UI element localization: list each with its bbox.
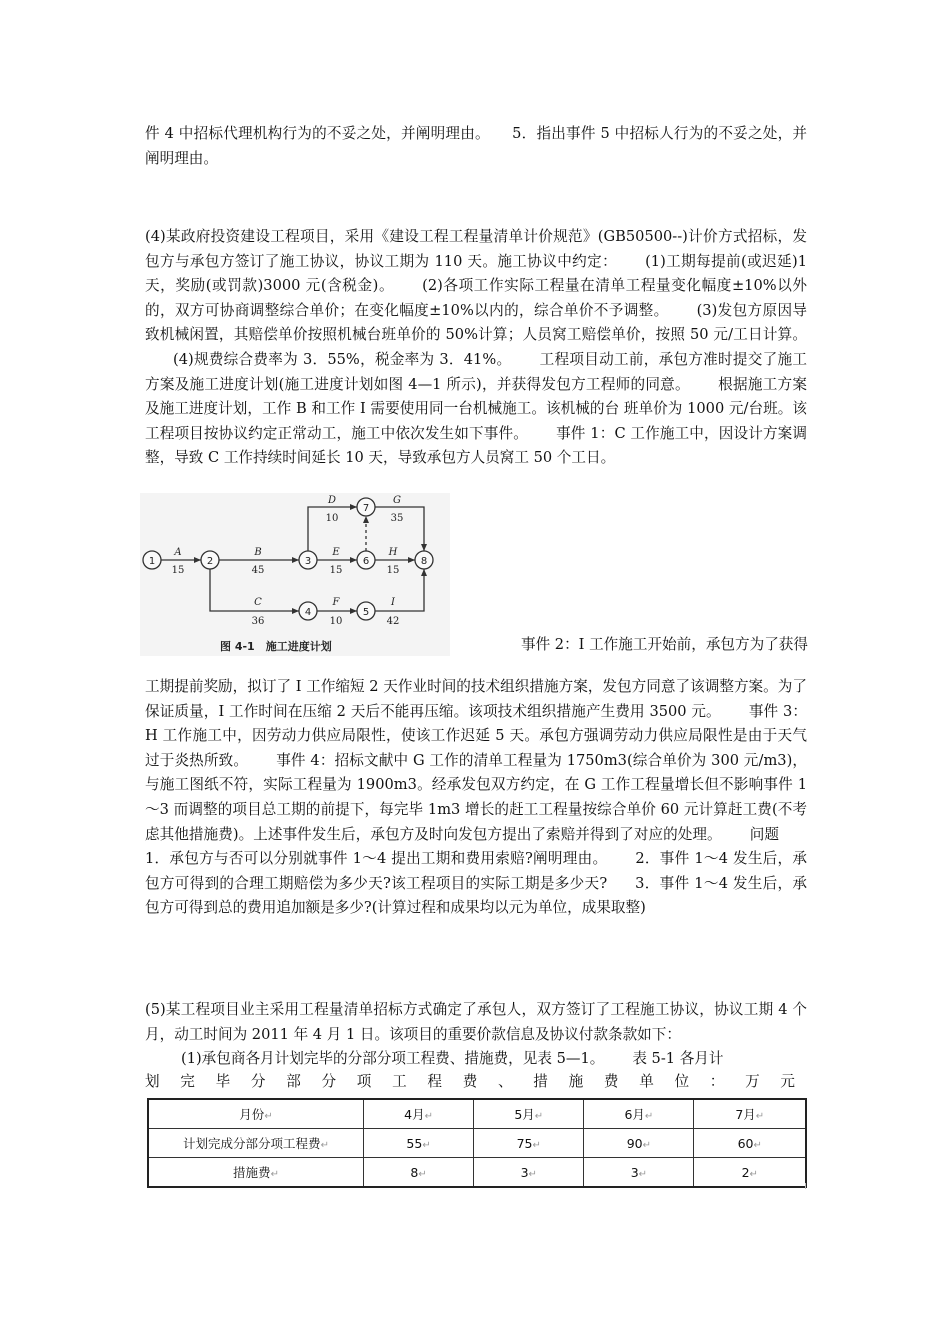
table-cell: 3↵ — [474, 1158, 584, 1188]
activity-name-A: A — [174, 547, 182, 558]
text-top: 件 4 中招标代理机构行为的不妥之处，并阐明理由。 5．指出事件 5 中招标人行为的不妥之处，并阐明理由。 — [145, 125, 807, 167]
activity-name-H: H — [388, 547, 398, 558]
node-label-8: 8 — [420, 556, 428, 567]
text-p4b: (1)工期每提前(或迟延)1 天，奖励(或罚款)3000 元(含税金)。 — [145, 252, 807, 295]
text-p4a: (4)某政府投资建设工程项目，采用《建设工程工程量清单计价规范》(GB50500--)计价方式招标，发包方与承包方签订了施工协议，协议工期为 110 天。施工协议中约定： — [145, 228, 807, 270]
activity-duration-F: 10 — [329, 616, 343, 627]
figure-background — [140, 493, 450, 656]
node-label-5: 5 — [362, 607, 370, 618]
table-cell: 75↵ — [474, 1129, 584, 1158]
text-pa-g: 3．事件 1～4 发生后，承包方可得到总的费用追加额是多少?(计算过程和成果均以元为单位，成果取整) — [145, 874, 807, 917]
text-p4d: (3)发包方原因导致机械闲置，其赔偿单价按照机械台班单价的 50%计算；人员窝工赔偿单价，按照 50 元/工日计算。 — [145, 301, 807, 344]
activity-duration-C: 36 — [251, 616, 265, 627]
node-label-7: 7 — [362, 503, 370, 514]
node-label-6: 6 — [362, 556, 370, 567]
table-end-mark — [805, 1183, 810, 1189]
text-pa-c: 事件 4：招标文献中 G 工作的清单工程量为 1750m3(综合单价为 300 元/m3)，与施工图纸不符，实际工程量为 1900m3。经承发包双方约定，在 G 工作工程量增长但不影响事件 1～3 而调整的项目总工期的前提下，每完毕 1m3 增长的赶工工程量按综合单价 60 元计算赶工费(不考虑其他措施费)。上述事件发生后，承包方及时向发包方提出了索赔并得到了对应的处理。 — [145, 751, 807, 843]
paragraph-after-figure — [145, 675, 807, 921]
table-cell: 90↵ — [584, 1129, 694, 1158]
table-cell: 55↵ — [364, 1129, 474, 1158]
activity-duration-I: 42 — [386, 616, 400, 627]
activity-name-C: C — [254, 597, 262, 608]
paragraph-5 — [145, 998, 807, 1072]
activity-name-I: I — [391, 597, 395, 608]
table-cell: 计划完成分部分项工程费↵ — [148, 1129, 364, 1158]
text-p5c: 表 5-1 各月计 — [632, 1050, 724, 1068]
activity-name-B: B — [254, 547, 262, 558]
monthly-cost-table — [147, 1098, 807, 1188]
event2-lead: 事件 2：I 工作施工开始前，承包方为了获得 — [520, 636, 808, 653]
table-header-cell: 月份↵ — [148, 1099, 364, 1129]
node-label-3: 3 — [304, 556, 312, 567]
activity-name-E: E — [332, 547, 340, 558]
table-caption-text: 划完毕分部分项工程费、措施费单位：万元 — [145, 1073, 807, 1090]
text-p4g: 根据施工方案及施工进度计划，工作 B 和工作 I 需要使用同一台机械施工。该机械的台 班单价为 1000 元/台班。该工程项目按协议约定正常动工，施工中依次发生如下事件。 — [145, 375, 807, 442]
activity-name-F: F — [332, 597, 340, 608]
table-row — [148, 1158, 806, 1188]
table-header-cell: 6月↵ — [584, 1099, 694, 1129]
table-header-cell: 5月↵ — [474, 1099, 584, 1129]
text-p4c: (2)各项工作实际工程量在清单工程量变化幅度±10%以外的，双方可协商调整综合单价；在变化幅度±10%以内的，综合单价不予调整。 — [145, 277, 807, 319]
text-p4h: 事件 1：C 工作施工中，因设计方案调整，导致 C 工作持续时间延长 10 天，导致承包方人员窝工 50 个工日。 — [145, 424, 807, 467]
text-pa-e: 1．承包方与否可以分别就事件 1～4 提出工期和费用索赔?阐明理由。 — [145, 850, 608, 868]
table-caption — [145, 1071, 807, 1093]
text-p4f: 工程项目动工前，承包方准时提交了施工方案及施工进度计划(施工进度计划如图 4—1 所示)，并获得发包方工程师的同意。 — [145, 350, 807, 393]
table-cell: 2↵ — [694, 1158, 806, 1188]
schedule-network-diagram — [140, 493, 450, 656]
paragraph-4 — [145, 225, 807, 471]
activity-duration-E: 15 — [329, 565, 343, 576]
node-label-2: 2 — [206, 556, 214, 567]
text-pa-b: 事件 3：H 工作施工中，因劳动力供应局限性，使该工作迟延 5 天。承包方强调劳动力供应局限性是由于天气过于炎热所致。 — [145, 702, 807, 769]
paragraph-top — [145, 122, 807, 171]
activity-name-D: D — [327, 495, 337, 506]
text-p5b: (1)承包商各月计划完毕的分部分项工程费、措施费，见表 5—1。 — [181, 1050, 605, 1068]
text-pa-a: 工期提前奖励，拟订了 I 工作缩短 2 天作业时间的技术组织措施方案，发包方同意了该调整方案。为了保证质量，I 工作时间在压缩 2 天后不能再压缩。该项技术组织措施产生费用 3500 元。 — [145, 678, 807, 720]
table-header-cell: 7月↵ — [694, 1099, 806, 1129]
activity-duration-G: 35 — [390, 513, 404, 524]
table-cell: 60↵ — [694, 1129, 806, 1158]
text-pa-d: 问题 — [749, 825, 779, 843]
table-cell: 措施费↵ — [148, 1158, 364, 1188]
node-label-1: 1 — [148, 556, 156, 567]
node-label-4: 4 — [304, 607, 312, 618]
activity-duration-B: 45 — [251, 565, 265, 576]
table-row — [148, 1129, 806, 1158]
figure-caption: 图 4-1 施工进度计划 — [220, 640, 332, 653]
activity-duration-H: 15 — [386, 565, 400, 576]
activity-duration-A: 15 — [171, 565, 185, 576]
table-header-row — [148, 1099, 806, 1129]
text-p4e: (4)规费综合费率为 3．55%，税金率为 3．41%。 — [173, 350, 512, 368]
text-beside-figure — [478, 633, 808, 658]
activity-duration-D: 10 — [325, 513, 339, 524]
table-cell: 3↵ — [584, 1158, 694, 1188]
activity-name-G: G — [393, 495, 401, 506]
table-cell: 8↵ — [364, 1158, 474, 1188]
table-header-cell: 4月↵ — [364, 1099, 474, 1129]
text-pa-f: 2．事件 1～4 发生后，承包方可得到的合理工期赔偿为多少天?该工程项目的实际工期是多少天? — [145, 850, 807, 892]
text-p5a: (5)某工程项目业主采用工程量清单招标方式确定了承包人，双方签订了工程施工协议，协议工期 4 个月，动工时间为 2011 年 4 月 1 日。该项目的重要价款信息及协议付款条款如下： — [145, 1001, 807, 1043]
